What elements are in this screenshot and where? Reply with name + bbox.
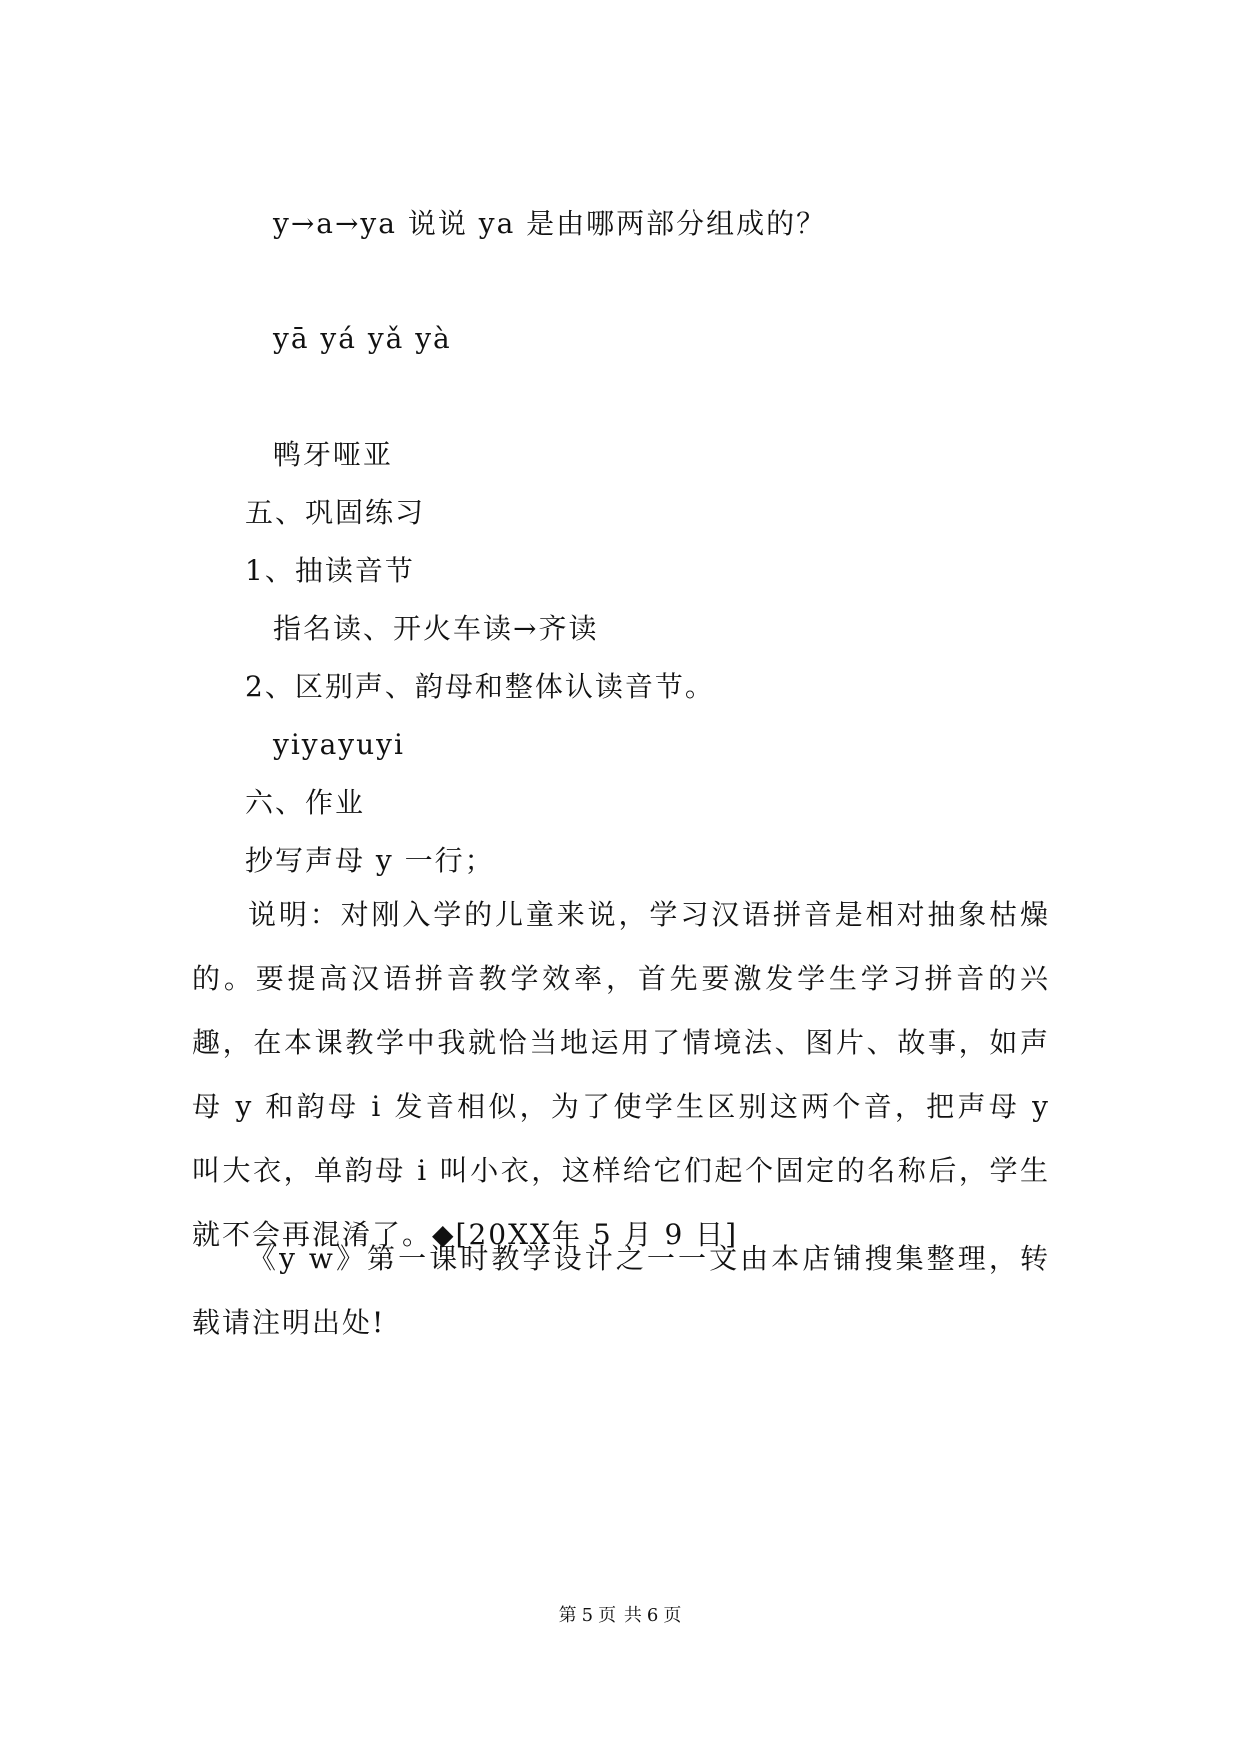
item-one-heading: 1、抽读音节: [245, 554, 415, 587]
homework-line: 抄写声母 y 一行；: [245, 844, 495, 877]
footer-suffix: 页: [663, 1605, 683, 1626]
footer-total-pages: 6: [646, 1605, 660, 1626]
section-six-heading: 六、作业: [245, 786, 366, 819]
explanation-paragraph: 说明：对刚入学的儿童来说，学习汉语拼音是相对抽象枯燥的。要提高汉语拼音教学效率，首先要激发学生学习拼音的兴趣，在本课教学中我就恰当地运用了情境法、图片、故事，如声母 y 和韵母 i 发音相似，为了使学生区别这两个音，把声母 y 叫大衣，单韵母 i 叫小衣，这样给它们起个固定的名称后，学生就不会再混淆了。◆[20XX年 5 月 9 日]: [192, 898, 1050, 1251]
footer-middle: 页 共: [598, 1605, 643, 1626]
item-one-method-line: 指名读、开火车读→齐读: [273, 612, 599, 645]
item-two-examples-line: yiyayuyi: [273, 728, 405, 761]
ya-words-line: 鸭牙哑亚: [273, 438, 394, 471]
ya-composition-line: y→a→ya 说说 ya 是由哪两部分组成的？: [273, 207, 827, 240]
page-footer: [0, 1604, 1241, 1628]
section-five-heading: 五、巩固练习: [245, 496, 426, 529]
footer-page-number: 5: [581, 1605, 595, 1626]
source-note-paragraph: 《y w》第一课时教学设计之一一文由本店铺搜集整理，转载请注明出处!: [192, 1242, 1050, 1339]
item-two-heading: 2、区别声、韵母和整体认读音节。: [245, 670, 715, 703]
ya-tones-line: yā yá yǎ yà: [273, 322, 452, 355]
footer-prefix: 第: [558, 1605, 578, 1626]
